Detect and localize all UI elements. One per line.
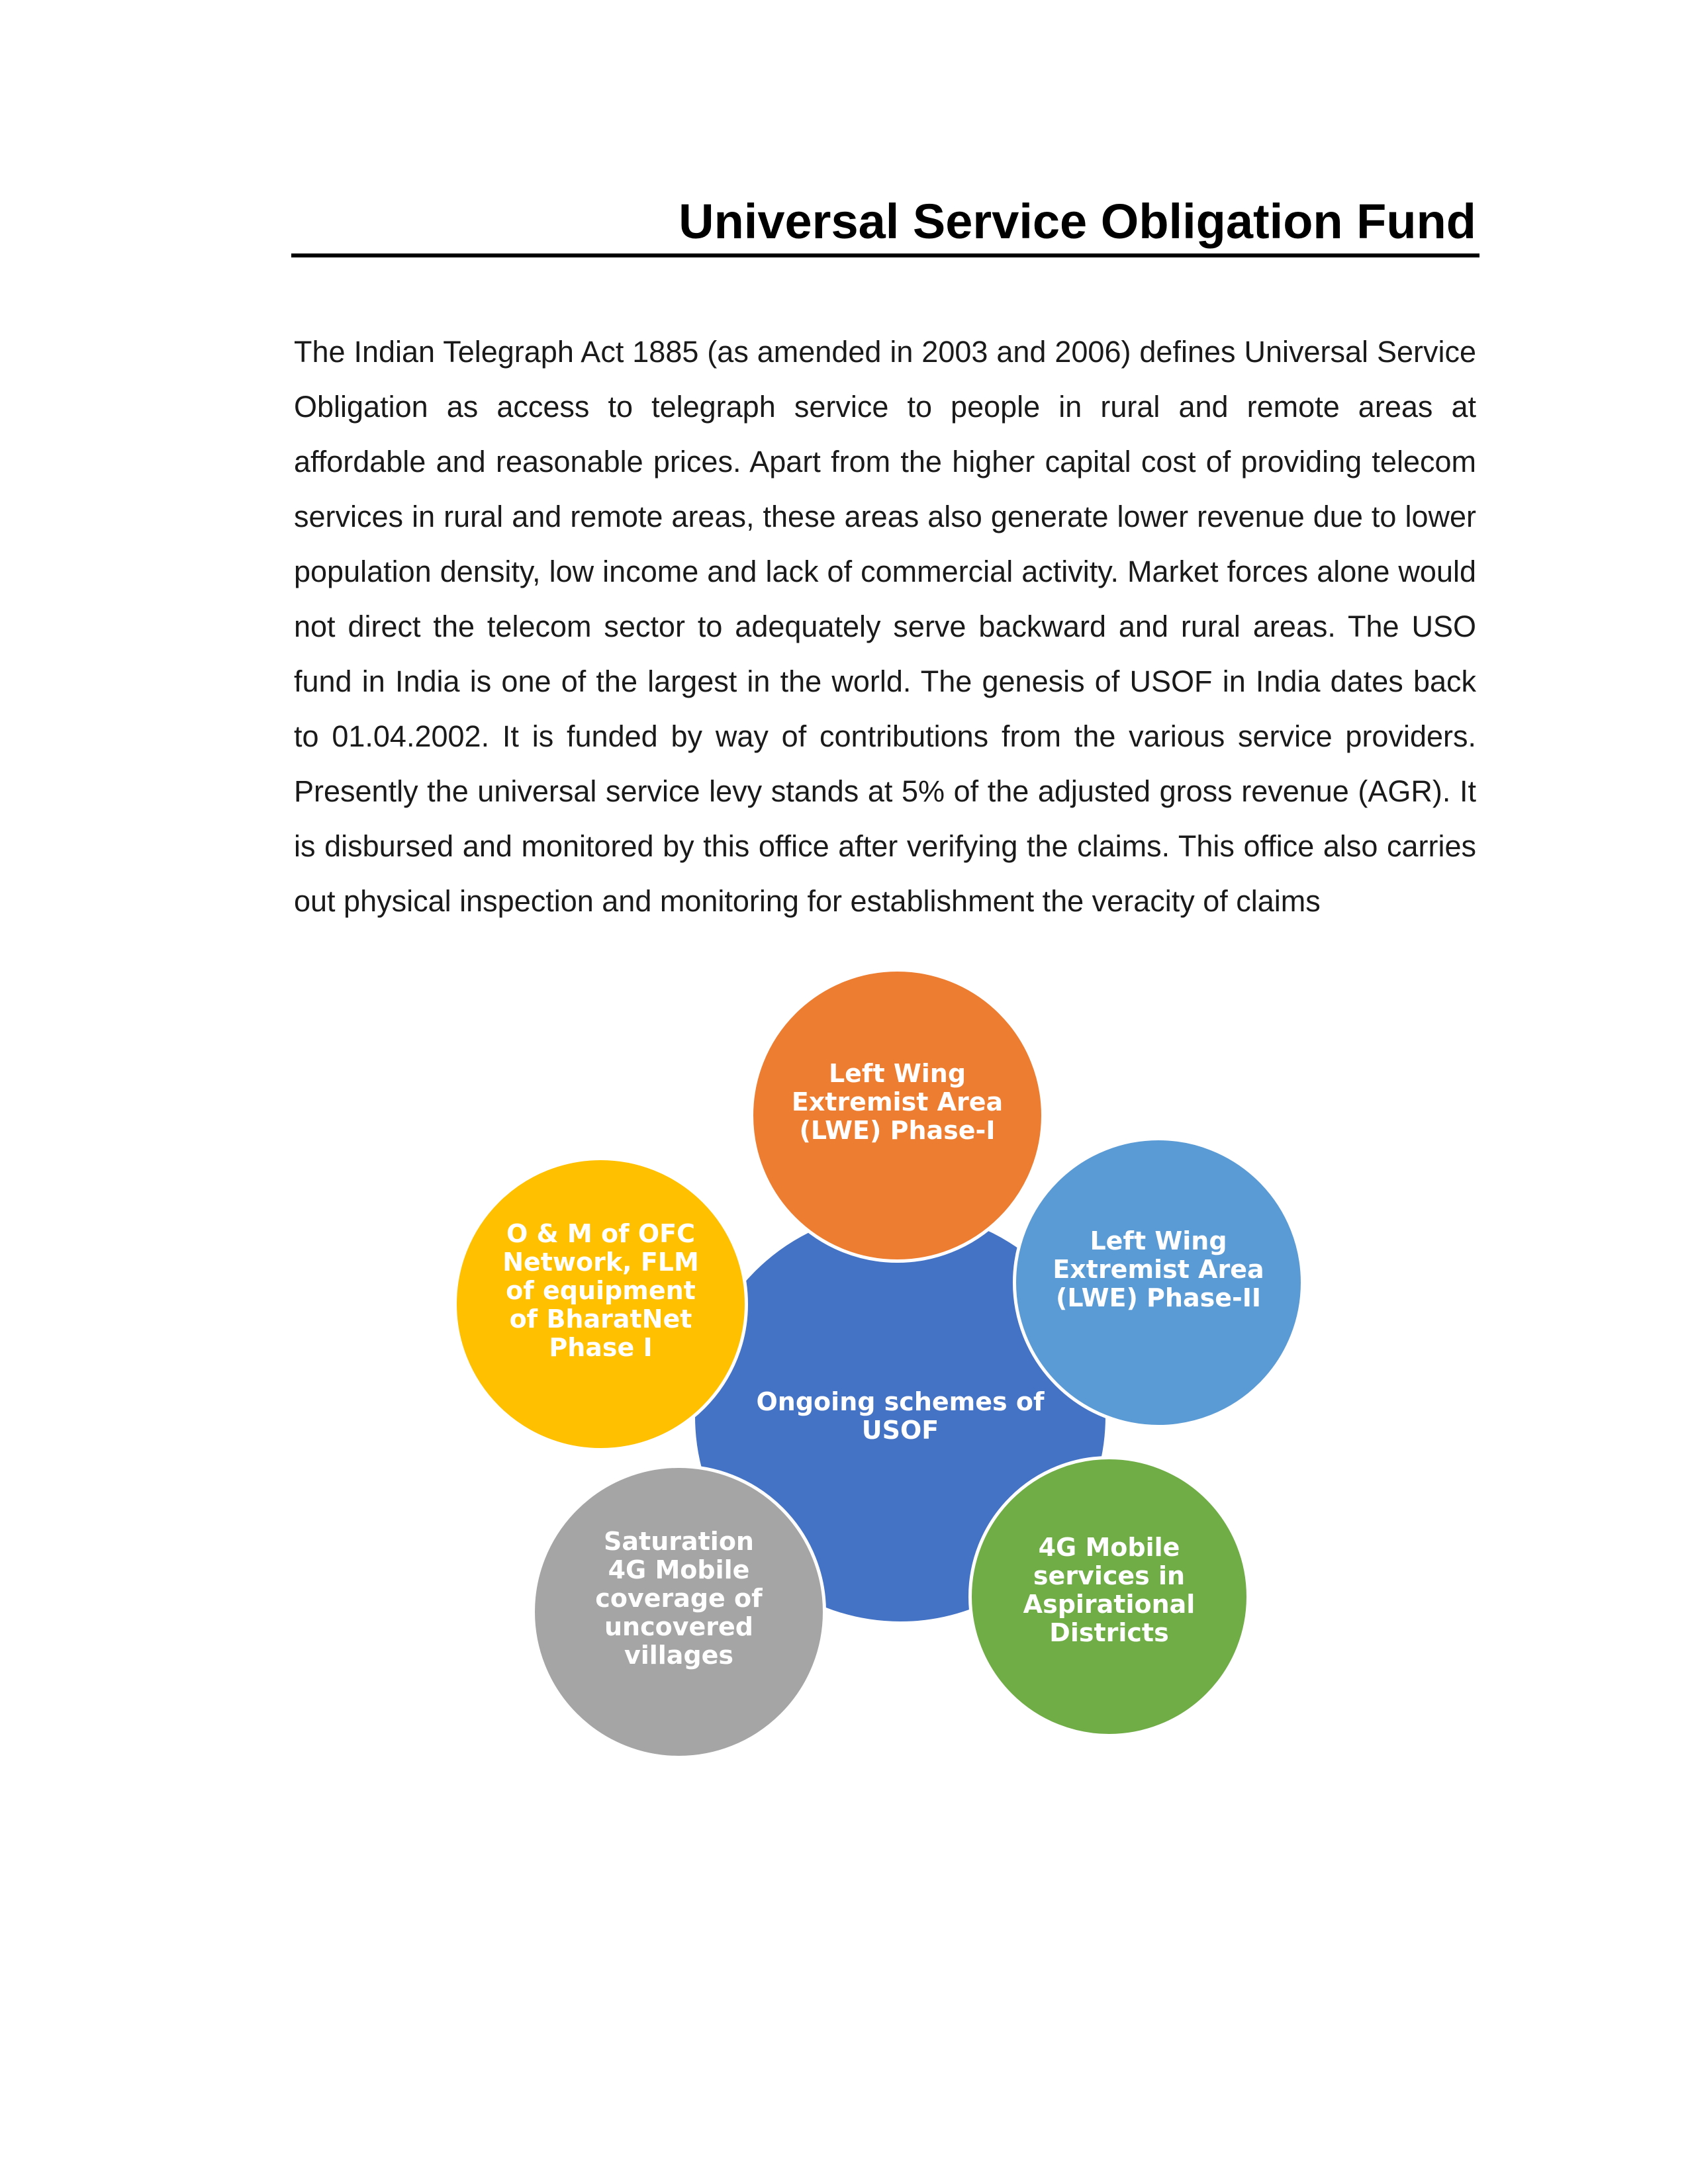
node-label: Left Wing Extremist Area (LWE) Phase-II xyxy=(1053,1226,1264,1312)
node-label: Saturation 4G Mobile coverage of uncovered villages xyxy=(595,1527,763,1670)
intro-paragraph: The Indian Telegraph Act 1885 (as amended in 2003 and 2006) defines Universal Service Obligation as access to telegraph service to people in rural and remote areas at affordable and reasonable prices. Apart from the higher capital cost of providing telecom services in rural and remote areas, these areas also generate lower revenue due to lower population density, low income and lack of commercial activity. Market forces alone would not direct the telecom sector to adequately serve backward and rural areas. The USO fund in India is one of the largest in the world. The genesis of USOF in India dates back to 01.04.2002. It is funded by way of contributions from the various service providers. Presently the universal service levy stands at 5% of the adjusted gross revenue (AGR). It is disbursed and monitored by this office after verifying the claims. This office also carries out physical inspection and monitoring for establishment the veracity of claims xyxy=(294,335,1476,918)
node-4g-aspirational-districts xyxy=(968,1456,1250,1737)
node-lwe-phase-2 xyxy=(1013,1137,1304,1428)
node-label: Left Wing Extremist Area (LWE) Phase-I xyxy=(791,1059,1004,1145)
page-title: Universal Service Obligation Fund xyxy=(679,194,1476,249)
title-underline xyxy=(291,253,1479,257)
node-label: O & M of OFC Network, FLM of equipment of BharatNet Phase I xyxy=(502,1219,699,1362)
center-node-label: Ongoing schemes of USOF xyxy=(756,1387,1045,1445)
node-label: 4G Mobile services in Aspirational Districts xyxy=(1023,1532,1196,1647)
node-om-ofc-bharatnet xyxy=(453,1157,748,1451)
node-saturation-4g xyxy=(532,1465,826,1759)
node-lwe-phase-1 xyxy=(750,968,1045,1263)
